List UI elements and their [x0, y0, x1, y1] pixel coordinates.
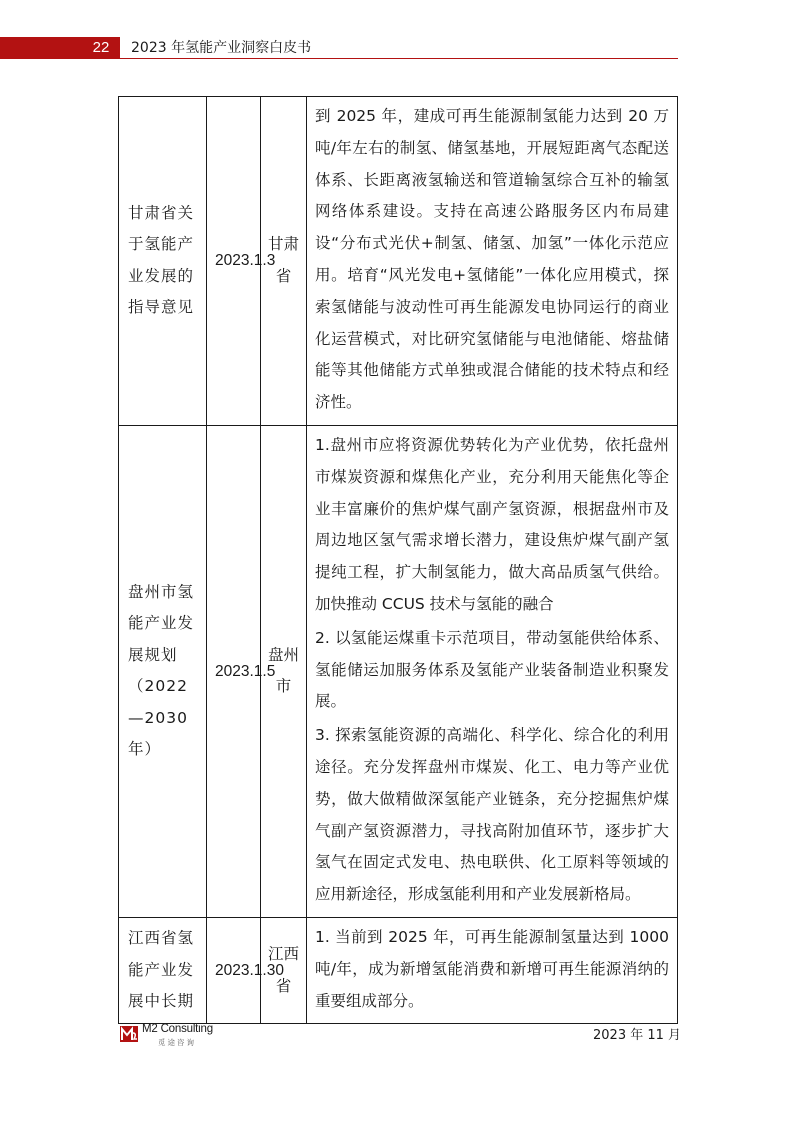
policy-content-cell	[307, 917, 678, 1023]
header-divider	[120, 58, 678, 59]
policy-paragraph: 3. 探索氢能资源的高端化、科学化、综合化的利用途径。充分发挥盘州市煤炭、化工、电力等产业优势，做大做精做深氢能产业链条，充分挖掘焦炉煤气副产氢资源潜力，寻找高附加值环节，逐步扩大氢气在固定式发电、热电联供、化工原料等领域的应用新途径，形成氢能利用和产业发展新格局。	[315, 726, 669, 904]
policy-region-text: 盘州市	[267, 645, 299, 696]
policy-name-cell: 甘肃省关于氢能产业发展的指导意见	[119, 97, 207, 426]
policy-paragraph: 1.盘州市应将资源优势转化为产业优势，依托盘州市煤炭资源和煤焦化产业，充分利用天能焦化等企业丰富廉价的焦炉煤气副产氢资源，根据盘州市及周边地区氢气需求增长潜力，建设焦炉煤气副产氢提纯工程，扩大制氢能力，做大高品质氢气供给。加快推动 CCUS 技术与氢能的融合	[315, 435, 669, 613]
policy-date-cell: 2023.1.5	[207, 425, 261, 917]
logo-subtext: 觅途咨询	[158, 1038, 196, 1047]
logo-text: M2 Consulting	[142, 1023, 213, 1035]
table-row	[119, 97, 678, 426]
policy-name-cell: 盘州市氢能产业发展规划（2022—2030年）	[119, 425, 207, 917]
policy-region-text: 江西省	[267, 945, 299, 995]
footer-date: 2023 年 11 月	[593, 1028, 682, 1043]
policy-content-cell	[307, 97, 678, 426]
policy-region-text: 甘肃省	[267, 235, 299, 285]
policy-date-cell: 2023.1.30	[207, 917, 261, 1023]
table-row	[119, 425, 678, 917]
policy-region-cell	[261, 917, 307, 1023]
policy-date-cell: 2023.1.3	[207, 97, 261, 426]
policy-region-cell	[261, 425, 307, 917]
document-title: 2023 年氢能产业洞察白皮书	[131, 40, 312, 56]
page-number: 22	[92, 39, 110, 56]
policy-content-cell	[307, 425, 678, 917]
policy-region-cell	[261, 97, 307, 426]
policy-name-cell: 江西省氢能产业发展中长期	[119, 917, 207, 1023]
m2-logo-icon	[120, 1024, 140, 1044]
table-row	[119, 917, 678, 1023]
policy-paragraph: 1. 当前到 2025 年，可再生能源制氢量达到 1000 吨/年，成为新增氢能消费和新增可再生能源消纳的重要组成部分。	[315, 927, 669, 1010]
policy-paragraph: 2. 以氢能运煤重卡示范项目，带动氢能供给体系、氢能储运加服务体系及氢能产业装备制造业积聚发展。	[315, 628, 669, 711]
policy-paragraph: 到 2025 年，建成可再生能源制氢能力达到 20 万吨/年左右的制氢、储氢基地，开展短距离气态配送体系、长距离液氢输送和管道输氢综合互补的输氢网络体系建设。支持在高速公路服务区内布局建设“分布式光伏+制氢、储氢、加氢”一体化示范应用。培育“风光发电+氢储能”一体化应用模式，探索氢储能与波动性可再生能源发电协同运行的商业化运营模式，对比研究氢储能与电池储能、熔盐储能等其他储能方式单独或混合储能的技术特点和经济性。	[315, 107, 669, 412]
policy-table	[118, 96, 678, 1024]
